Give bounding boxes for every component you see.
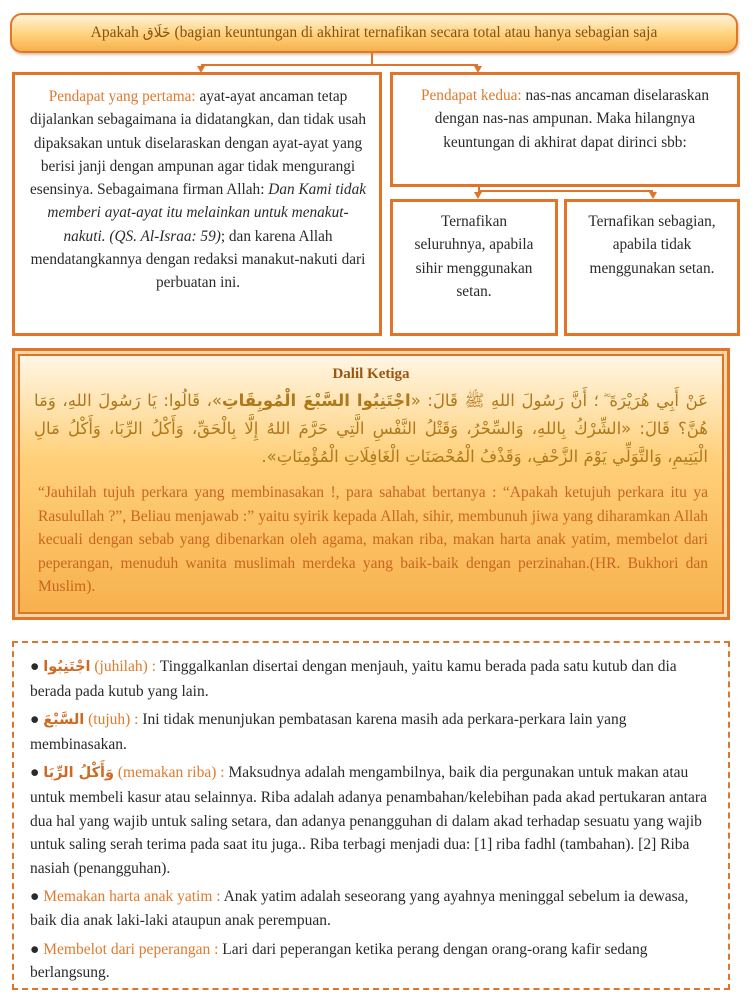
note-arabic: وَأَكْلُ الرِّبَا <box>43 765 114 782</box>
hadith-arabic-a: عَنْ أَبِي هُرَيْرَةَ ؓ ؛ أَنَّ رَسُولَ اللهِ ﷺ قَالَ: « <box>410 391 709 410</box>
hadith-arabic-b: اجْتَنِبُوا السَّبْعَ الْمُوبِقَاتِ <box>222 391 411 410</box>
dalil-inner <box>18 354 724 614</box>
bullet: ● <box>30 764 40 782</box>
ternafikan-sebagian-text: Ternafikan sebagian, apabila tidak menggunakan setan. <box>588 213 716 277</box>
pendapat-pertama-label: Pendapat yang pertama: <box>48 88 196 105</box>
bullet: ● <box>30 711 40 729</box>
note-text: Maksudnya adalah mengambilnya, baik dia pergunakan untuk makan atau untuk membeli kasur atau selainnya. Riba adalah adanya penambahan/kelebihan pada akad pertukaran antara dua hal yang wajib untuk saling setara, dan adanya penangguhan di dalam akad terhadap sesuatu yang wajib untuk saling serah terima pada saat itu juga.. Riba terbagi menjadi dua: [1] riba fadhl (tambahan). [2] Riba nasiah (penangguhan). <box>30 764 707 877</box>
pendapat-pertama-box <box>12 72 382 336</box>
arrow-sub-left <box>474 192 482 199</box>
connector-top <box>201 64 478 66</box>
note-arabic: السَّبْعَ <box>43 712 85 729</box>
note-item <box>30 938 712 985</box>
connector-stem <box>371 53 373 65</box>
bullet: ● <box>30 888 40 906</box>
hadith-arabic-c: »، قَالُوا: يَا رَسُولَ اللهِ، وَمَا هُنَّ؟ قَالَ: «الشِّرْكُ بِاللهِ، وَالسِّحْرُ، وَقَتْلُ النَّفْسِ الَّتِي حَرَّمَ اللهُ إِلَّا بِالْحَقِّ، وَأَكْلُ الرِّبَا، وَأَكْلُ مَالِ الْيَتِيمِ، وَالتَّوَلِّي يَوْمَ الزَّحْفِ، وَقَذْفُ الْمُحْصَنَاتِ الْغَافِلَاتِ الْمُؤْمِنَاتِ». <box>34 391 708 466</box>
note-item <box>30 761 712 880</box>
header-banner <box>10 13 738 53</box>
pendapat-pertama-text2: ; dan karena Allah mendatangkannya dengan redaksi manakut-nakuti dari perbuatan ini. <box>30 227 366 292</box>
note-arabic: اجْتَنِبُوا <box>43 659 91 675</box>
note-text: Lari dari peperangan ketika perang dengan orang-orang kafir sedang berlangsung. <box>30 940 648 982</box>
pendapat-kedua-text: nas-nas ancaman diselaraskan dengan nas-nas ampunan. Maka hilangnya keuntungan di akhirat dapat dirinci sbb: <box>434 87 709 151</box>
hadith-translation: “Jauhilah tujuh perkara yang membinasakan !, para sahabat bertanya : “Apakah ketujuh perkara itu ya Rasulullah ?”, Beliau menjawab :” yaitu syirik kepada Allah, sihir, membunuh jiwa yang diharamkan Allah kecuali dengan sebab yang dibenarkan oleh agama, makan riba, makan harta anak yatim, membelot dari peperangan, menuduh wanita muslimah merdeka yang baik-baik dengan perzinahan.(HR. Bukhori dan Muslim). <box>38 484 708 595</box>
firman-quote: Dan Kami tidak memberi ayat-ayat itu melainkan untuk menakut-nakuti. (QS. Al-Israa: 59) <box>47 181 367 245</box>
note-term: (juhilah) : <box>90 658 160 675</box>
pendapat-kedua-box <box>390 72 740 187</box>
bullet: ● <box>30 940 40 958</box>
note-term: Memakan harta anak yatim : <box>43 888 224 906</box>
note-term: (memakan riba) : <box>113 764 229 782</box>
bullet: ● <box>30 658 40 675</box>
note-text: Tinggalkanlan disertai dengan menjauh, yaitu kamu berada pada satu kutub dan dia berada pada kutub yang lain. <box>30 658 677 700</box>
note-item <box>30 708 712 756</box>
note-text: Ini tidak menunjukan pembatasan karena masih ada perkara-perkara lain yang membinasakan. <box>30 711 627 753</box>
pendapat-kedua-label: Pendapat kedua: <box>421 87 522 104</box>
ternafikan-sebagian-box <box>564 199 740 336</box>
header-prefix: Apakah <box>90 24 143 41</box>
notes-box <box>12 641 730 990</box>
ternafikan-seluruhnya-text: Ternafikan seluruhnya, apabila sihir menggunakan setan. <box>414 213 534 300</box>
arrow-sub-right <box>649 192 657 199</box>
note-term: (tujuh) : <box>84 711 143 729</box>
pendapat-pertama-text: ayat-ayat ancaman tetap dijalankan sebagaimana ia didatangkan, dan tidak usah dipaksakan untuk diselaraskan dengan ayat-ayat yang berisi janji dengan ampunan agar tidak mengurangi esensinya. Sebagaimana firman Allah: <box>29 88 366 199</box>
dalil-title: Dalil Ketiga <box>332 366 410 382</box>
note-text: Anak yatim adalah seseorang yang ayahnya meninggal sebelum ia dewasa, baik dia anak laki-laki ataupun anak perempuan. <box>30 888 689 929</box>
header-arabic-word: خَلَاق <box>142 25 171 41</box>
header-suffix: (bagian keuntungan di akhirat ternafikan secara total atau hanya sebagian saja <box>170 24 658 41</box>
note-item <box>30 655 712 703</box>
ternafikan-seluruhnya-box <box>390 199 558 336</box>
note-item <box>30 885 712 932</box>
connector-sub-h <box>478 190 653 192</box>
note-term: Membelot dari peperangan : <box>43 940 223 958</box>
dalil-ketiga-panel <box>12 348 730 620</box>
hadith-arabic <box>20 385 722 471</box>
